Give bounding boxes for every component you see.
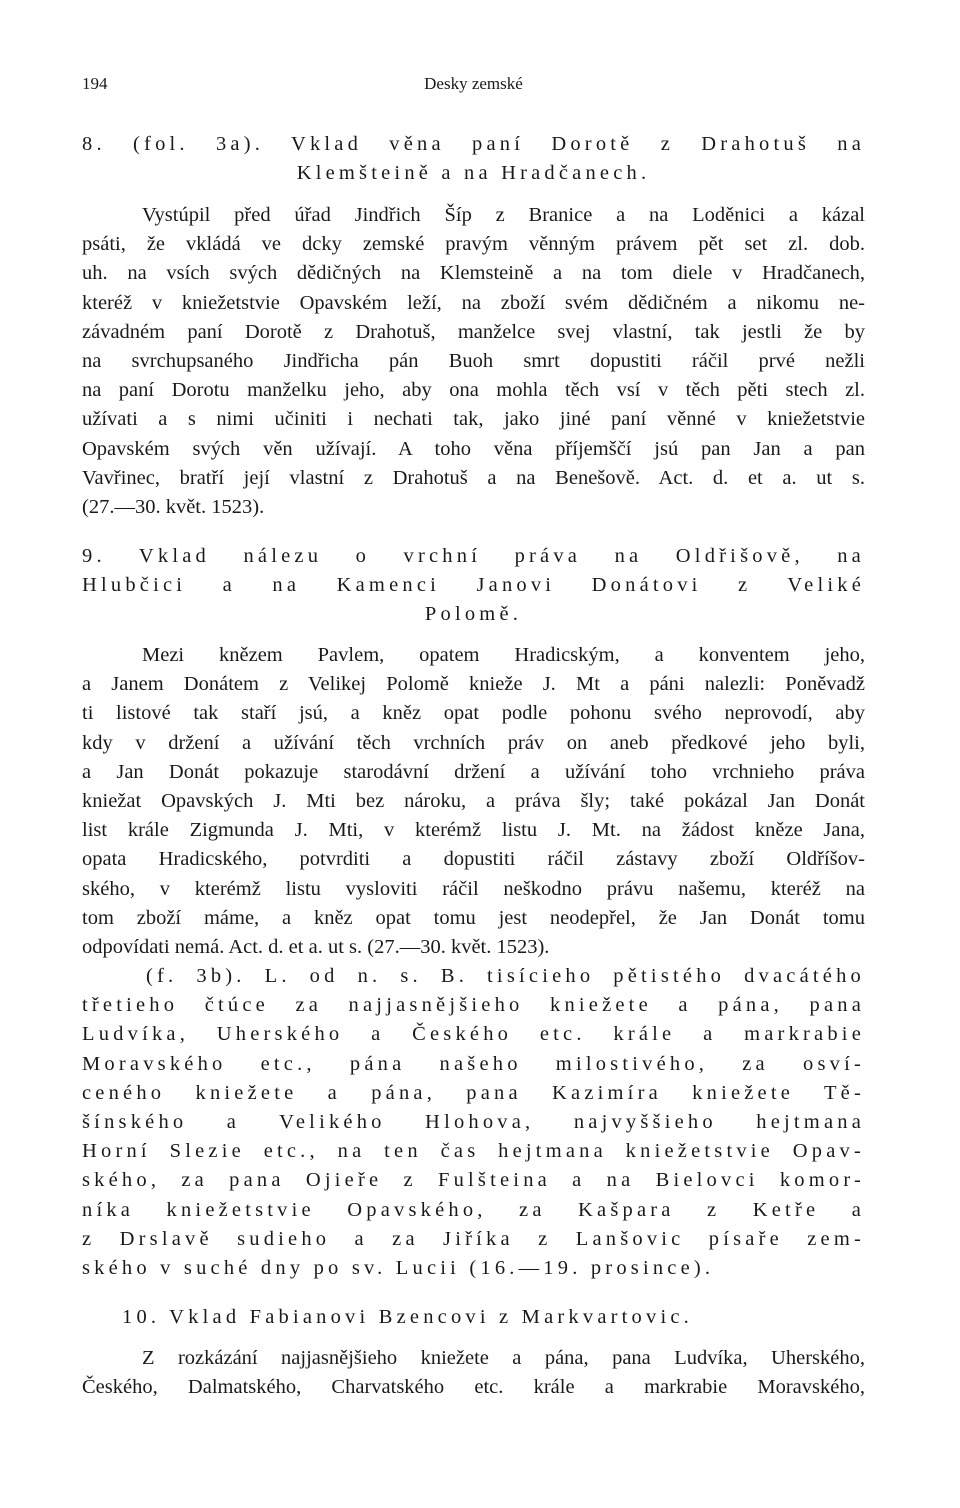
paragraph-line: Opavském svých věn užívají. A toho věna příjemščí jsú pan Jan a pan — [82, 437, 865, 460]
entry-8-body — [82, 201, 865, 522]
paragraph-line: užívati a s nimi učiniti i nechati tak, jako jiné paní věnné v kniežetstvie — [82, 408, 865, 431]
entry-9-body — [82, 641, 865, 962]
heading-line: 9. Vklad nálezu o vrchní práva na Oldřišově, na — [82, 545, 865, 567]
paragraph-line: Z rozkázání najjasnějšieho kniežete a pána, pana Ludvíka, Uherského, — [142, 1347, 865, 1369]
heading-line: Polomě. — [424, 603, 523, 626]
paragraph-line: Vavřinec, bratří její vlastní z Drahotuš a na Benešově. Act. d. et a. ut s. — [82, 466, 865, 489]
paragraph-line: ského, v kterémž listu vysloviti ráčil neškodno právu našemu, kteréž na — [82, 877, 865, 900]
paragraph-line: opata Hradicského, potvrditi a dopustiti ráčil zástavy zboží Oldříšov- — [82, 848, 865, 871]
paragraph-line: tom zboží máme, a kněz opat tomu jest neodepřel, že Jan Donát tomu — [82, 906, 865, 929]
formula-line: Moravského etc., pána našeho milostivého, za osví- — [82, 1052, 865, 1075]
formula-line: Ludvíka, Uherského a Českého etc. krále a markrabie — [82, 1023, 865, 1046]
paragraph-line: a Jan Donát pokazuje starodávní držení a užívání toho vrchnieho práva — [82, 760, 865, 783]
formula-line: (f. 3b). L. od n. s. B. tisícieho pětistého dvacátého — [146, 965, 865, 987]
paragraph-line: závadném paní Dorotě z Drahotuš, manželce svej vlastní, tak jestli že by — [82, 320, 865, 343]
entry-9-heading — [82, 542, 865, 630]
paragraph-line: a Janem Donátem z Velikej Polomě knieže J. Mt a páni nalezli: Poněvadž — [82, 673, 865, 696]
page-header — [82, 74, 865, 96]
formula-line: třetieho čtúce za najjasnějšieho kniežete a pána, pana — [82, 994, 865, 1017]
paragraph-line: Mezi knězem Pavlem, opatem Hradicským, a konventem jeho, — [142, 644, 865, 666]
formula-line: Horní Slezie etc., na ten čas hejtmana kniežetstvie Opav- — [82, 1140, 865, 1163]
formula-line: z Drslavě sudieho a za Jiříka z Lanšovic písaře zem- — [82, 1227, 865, 1250]
paragraph-line: na svrchupsaného Jindřicha pán Buoh smrt dopustiti ráčil prvé nežli — [82, 349, 865, 372]
formula-line: ského v suché dny po sv. Lucii (16.—19. prosince). — [82, 1256, 715, 1279]
heading-line: 10. Vklad Fabianovi Bzencovi z Markvartovic. — [122, 1306, 693, 1328]
heading-line: 8. (fol. 3a). Vklad věna paní Dorotě z Drahotuš na — [82, 133, 865, 155]
paragraph-line: odpovídati nemá. Act. d. et a. ut s. (27.—30. květ. 1523). — [82, 935, 550, 958]
formula-line: níka kniežetstvie Opavského, za Kašpara z Ketře a — [82, 1198, 865, 1221]
entry-10-body — [82, 1344, 865, 1402]
heading-line: Hlubčici a na Kamenci Janovi Donátovi z Veliké — [82, 574, 865, 597]
paragraph-line: kdy v držení a užívání těch vrchních práv on aneb předkové jeho byli, — [82, 731, 865, 754]
paragraph-line: kniežat Opavských J. Mti bez nároku, a práva šly; také pokázal Jan Donát — [82, 789, 865, 812]
formula-line: šínského a Velikého Hlohova, najvyššieho hejtmana — [82, 1110, 865, 1133]
paragraph-line: uh. na vsích svých dědičných na Klemsteině a na tom diele v Hradčanech, — [82, 262, 865, 285]
paragraph-line: psáti, že vkládá ve dcky zemské pravým věnným právem pět set zl. dob. — [82, 233, 865, 256]
paragraph-line: Českého, Dalmatského, Charvatského etc. krále a markrabie Moravského, — [82, 1376, 865, 1399]
formula-line: ského, za pana Ojieře z Fulšteina a na Bielovci komor- — [82, 1169, 865, 1192]
paragraph-line: Vystúpil před úřad Jindřich Šíp z Branice a na Loděnici a kázal — [142, 204, 865, 226]
entry-8-heading — [82, 130, 865, 188]
formula-line: ceného kniežete a pána, pana Kazimíra kniežete Tě- — [82, 1081, 865, 1104]
paragraph-line: kteréž v kniežetstvie Opavském leží, na zboží svém dědičném a nikomu ne- — [82, 291, 865, 314]
paragraph-line: ti listové tak staří jsú, a kněz opat podle pohonu svého neprovodí, aby — [82, 702, 865, 725]
page-number: 194 — [82, 74, 108, 93]
running-title: Desky zemské — [424, 74, 523, 93]
paragraph-line: (27.—30. květ. 1523). — [82, 495, 265, 518]
heading-line: Klemšteině a na Hradčanech. — [296, 162, 651, 185]
paragraph-line: list krále Zigmunda J. Mti, v kterémž listu J. Mt. na žádost kněze Jana, — [82, 819, 865, 842]
entry-10-heading — [82, 1303, 865, 1332]
paragraph-line: na paní Dorotu manželku jeho, aby ona mohla těch vsí v těch pěti stech zl. — [82, 379, 865, 402]
entry-9-formula — [82, 962, 865, 1283]
